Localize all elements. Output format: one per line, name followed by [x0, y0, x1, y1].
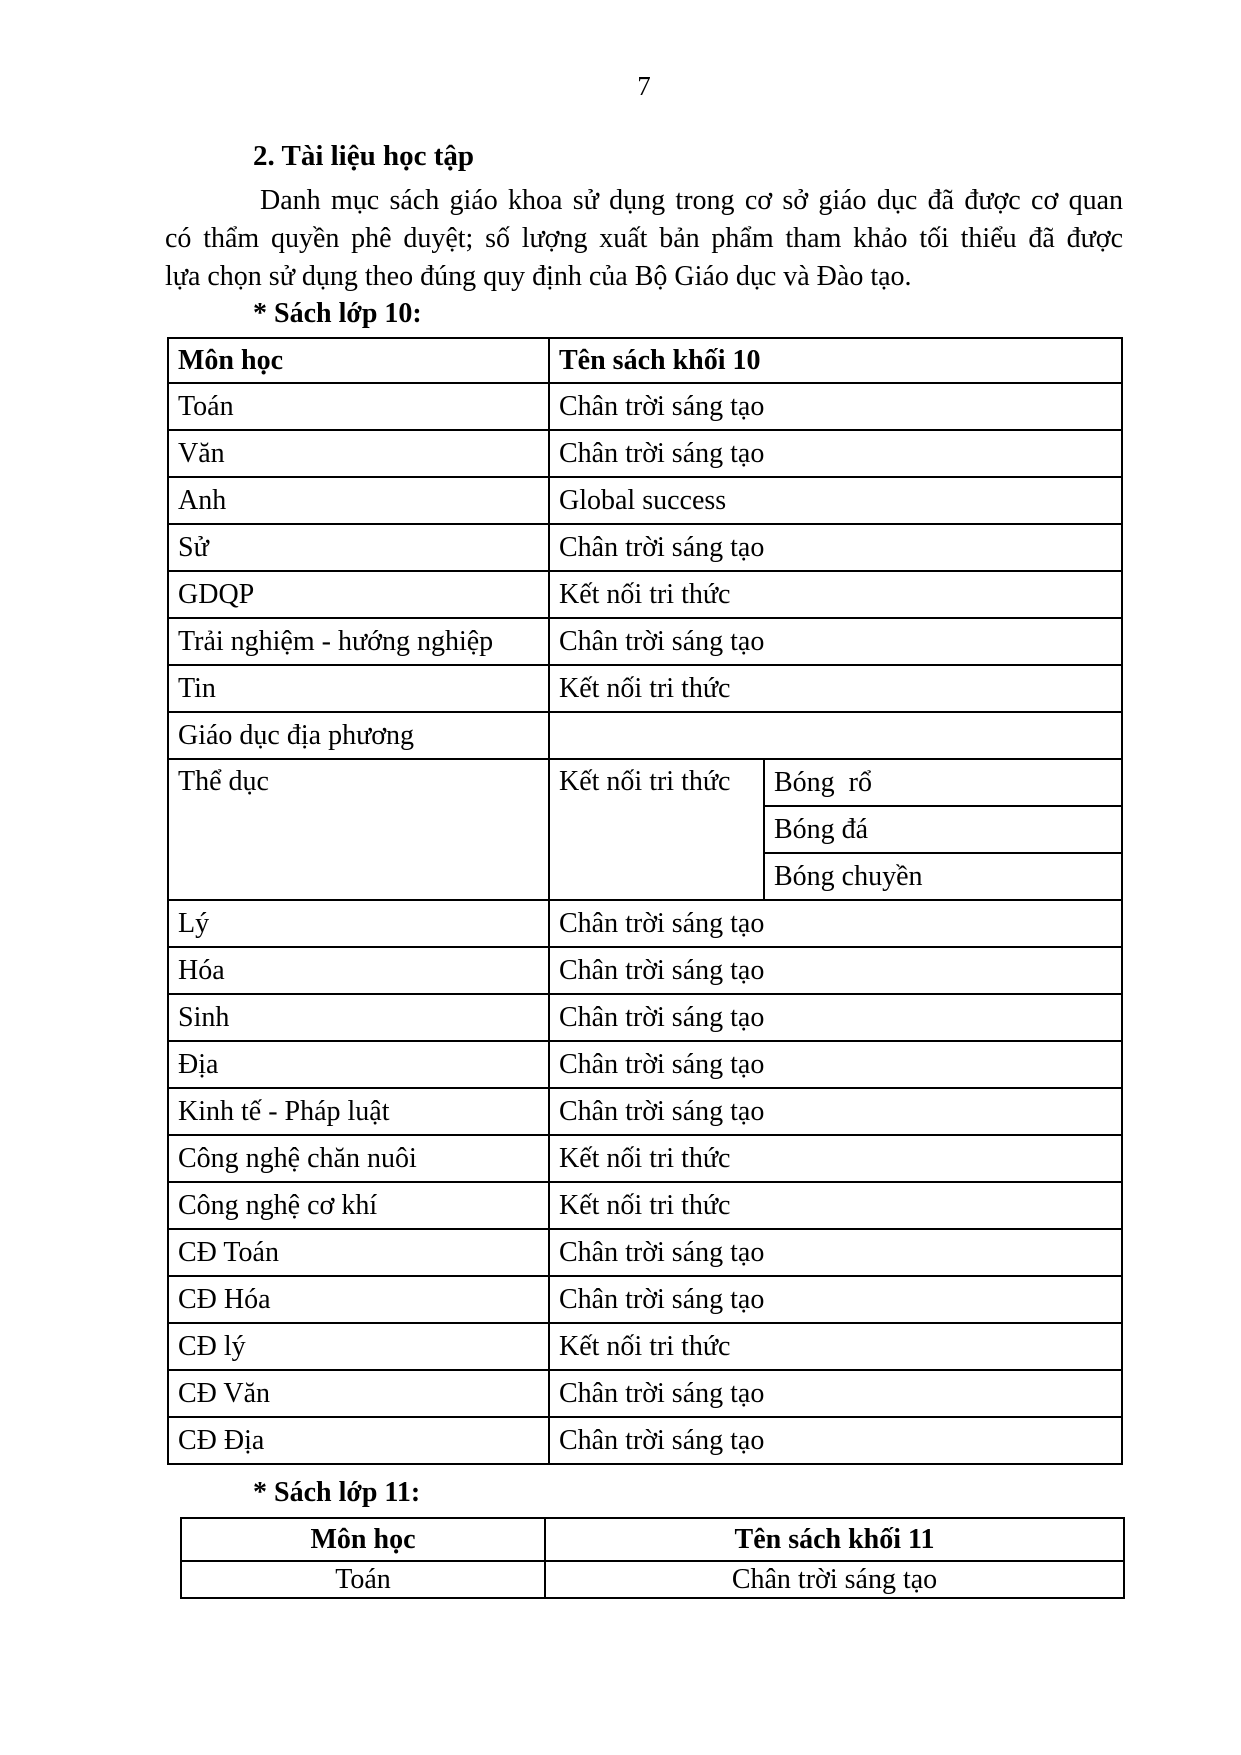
- subject-cell: Trải nghiệm - hướng nghiệp: [168, 618, 549, 665]
- sport-variant-cell: Bóng đá: [764, 806, 1122, 853]
- book-cell: Chân trời sáng tạo: [549, 1088, 1122, 1135]
- table-row: [168, 1276, 1122, 1323]
- table-row: [168, 1370, 1122, 1417]
- table-row: [168, 383, 1122, 430]
- book-cell: Chân trời sáng tạo: [545, 1561, 1124, 1598]
- table-row: [181, 1561, 1124, 1598]
- book-cell: Chân trời sáng tạo: [549, 1041, 1122, 1088]
- page-number: 7: [637, 71, 651, 101]
- subject-cell: CĐ Toán: [168, 1229, 549, 1276]
- subject-cell: Địa: [168, 1041, 549, 1088]
- subject-cell: CĐ Địa: [168, 1417, 549, 1464]
- table-row: [168, 1417, 1122, 1464]
- book-cell: Kết nối tri thức: [549, 1135, 1122, 1182]
- subject-cell: Giáo dục địa phương: [168, 712, 549, 759]
- book-cell: Chân trời sáng tạo: [549, 430, 1122, 477]
- sport-variant-cell: Bóng rổ: [764, 759, 1122, 806]
- table-row: [168, 430, 1122, 477]
- table-row: [168, 994, 1122, 1041]
- table-row: [168, 1229, 1122, 1276]
- table-row: [168, 759, 1122, 806]
- table-row: [168, 571, 1122, 618]
- book-cell: Chân trời sáng tạo: [549, 1370, 1122, 1417]
- intro-paragraph: [165, 182, 1123, 296]
- grade11-heading: * Sách lớp 11:: [253, 1477, 421, 1508]
- subject-column-header: Môn học: [168, 338, 549, 383]
- subject-column-header: Môn học: [181, 1518, 545, 1561]
- book-cell: Chân trời sáng tạo: [549, 1417, 1122, 1464]
- page-content: [165, 72, 1123, 1599]
- table-row: [168, 477, 1122, 524]
- book-cell: Kết nối tri thức: [549, 665, 1122, 712]
- book-cell: Chân trời sáng tạo: [549, 947, 1122, 994]
- book-cell: Kết nối tri thức: [549, 1182, 1122, 1229]
- grade10-heading: * Sách lớp 10:: [253, 298, 422, 329]
- section-heading: 2. Tài liệu học tập: [253, 140, 475, 172]
- table-row: [168, 712, 1122, 759]
- subject-cell: Văn: [168, 430, 549, 477]
- table-header-row: [168, 338, 1122, 383]
- subject-cell: Công nghệ chăn nuôi: [168, 1135, 549, 1182]
- subject-cell: Toán: [181, 1561, 545, 1598]
- subject-cell: Toán: [168, 383, 549, 430]
- book-column-header: Tên sách khối 11: [545, 1518, 1124, 1561]
- table-row: [168, 1088, 1122, 1135]
- book-cell: Chân trời sáng tạo: [549, 1276, 1122, 1323]
- book-cell: [549, 712, 1122, 759]
- book-cell: Kết nối tri thức: [549, 1323, 1122, 1370]
- table-row: [168, 947, 1122, 994]
- book-cell: Chân trời sáng tạo: [549, 383, 1122, 430]
- book-cell: Global success: [549, 477, 1122, 524]
- grade11-books-table: [180, 1517, 1125, 1599]
- subject-cell: Sử: [168, 524, 549, 571]
- table-row: [168, 1041, 1122, 1088]
- book-cell: Chân trời sáng tạo: [549, 524, 1122, 571]
- book-cell: Chân trời sáng tạo: [549, 994, 1122, 1041]
- book-column-header: Tên sách khối 10: [549, 338, 1122, 383]
- sport-variant-cell: Bóng chuyền: [764, 853, 1122, 900]
- table-row: [168, 900, 1122, 947]
- book-cell: Chân trời sáng tạo: [549, 900, 1122, 947]
- subject-cell: Kinh tế - Pháp luật: [168, 1088, 549, 1135]
- subject-cell: CĐ Văn: [168, 1370, 549, 1417]
- subject-cell: Công nghệ cơ khí: [168, 1182, 549, 1229]
- book-cell: Chân trời sáng tạo: [549, 618, 1122, 665]
- book-cell: Chân trời sáng tạo: [549, 1229, 1122, 1276]
- subject-cell: CĐ lý: [168, 1323, 549, 1370]
- subject-cell: Lý: [168, 900, 549, 947]
- table-row: [168, 1323, 1122, 1370]
- grade10-books-table: [167, 337, 1123, 1465]
- book-cell: Kết nối tri thức: [549, 571, 1122, 618]
- table-row: [168, 1182, 1122, 1229]
- paragraph-line: có thẩm quyền phê duyệt; số lượng xuất bản phẩm tham khảo tối thiểu đã được: [165, 223, 1123, 254]
- subject-cell: Hóa: [168, 947, 549, 994]
- book-cell: Kết nối tri thức: [549, 759, 764, 900]
- table-row: [168, 618, 1122, 665]
- subject-cell: GDQP: [168, 571, 549, 618]
- table-row: [168, 524, 1122, 571]
- table-row: [168, 1135, 1122, 1182]
- table-row: [168, 665, 1122, 712]
- paragraph-line: lựa chọn sử dụng theo đúng quy định của Bộ Giáo dục và Đào tạo.: [165, 261, 912, 292]
- table-header-row: [181, 1518, 1124, 1561]
- subject-cell: CĐ Hóa: [168, 1276, 549, 1323]
- subject-cell: Tin: [168, 665, 549, 712]
- paragraph-line: Danh mục sách giáo khoa sử dụng trong cơ sở giáo dục đã được cơ quan: [260, 185, 1123, 216]
- subject-cell: Sinh: [168, 994, 549, 1041]
- subject-cell: Thể dục: [168, 759, 549, 900]
- subject-cell: Anh: [168, 477, 549, 524]
